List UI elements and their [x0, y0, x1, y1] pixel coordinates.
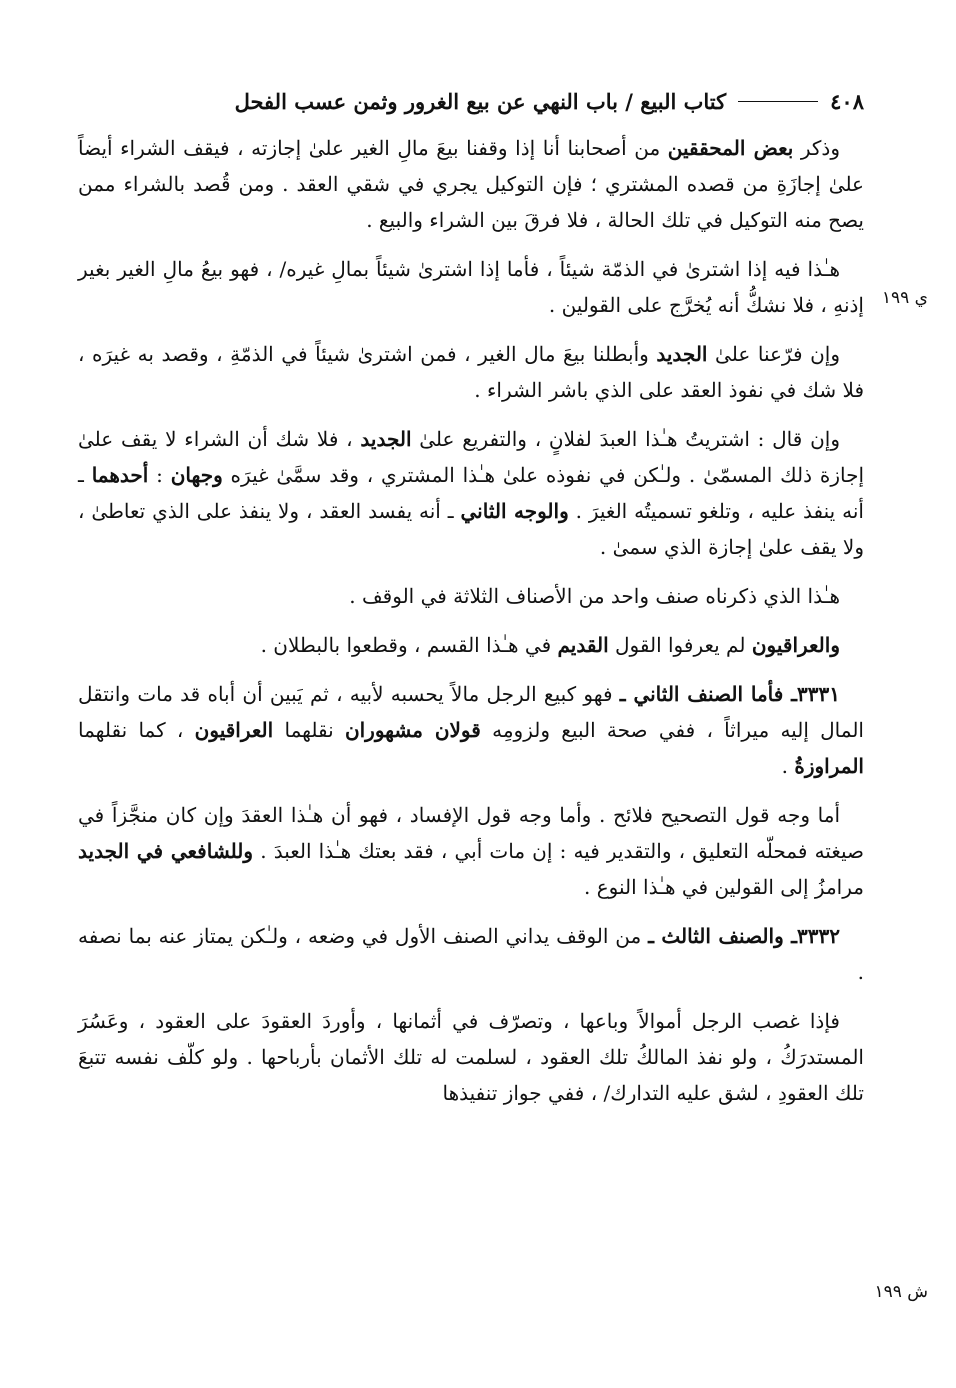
bold-term: العراقيون [194, 718, 274, 742]
text-run: ، كما نقلهما [78, 718, 195, 742]
text-run: من الوقف يداني الصنف الأول في وضعه ، ولـٰكن يمتاز عنه بما نصفه . [78, 924, 864, 984]
bold-term: قولان مشهوران [344, 718, 481, 742]
bold-term: ٣٣٣٢ـ والصنف الثالث ـ [648, 924, 840, 948]
bold-term: والعراقيون [751, 633, 840, 657]
bold-term: الجديد [656, 342, 708, 366]
header-rule [738, 101, 818, 102]
text-run: مرامزُ إلى القولين في هـٰذا النوع . [584, 875, 864, 899]
text-run: من أصحابنا أنا إذا وقفنا بيعَ مالِ الغير علىٰ إجازته ، فيقف الشراء أيضاً علىٰ إجازَةِ من قصده المشتري ؛ فإن التوكيل يجري في شقي العقد . ومن قُصد بالشراء ممن يصح منه التوكيل في تلك الحالة ، فلا فرقَ بين الشراء والبيع . [78, 136, 864, 232]
paragraph [78, 676, 864, 784]
paragraph [78, 797, 864, 905]
text-run: وأبطلنا بيعَ مال الغير ، فمن اشترىٰ شيئاً في الذمّةِ ، وقصد به غيرَه ، فلا شك في نفوذ العقد على الذي باشر الشراء . [78, 342, 864, 402]
bold-term: وللشافعي في الجديد [78, 839, 254, 863]
running-header [80, 84, 864, 118]
bold-term: القديم [557, 633, 609, 657]
text-run: وإن فرّعنا علىٰ [707, 342, 840, 366]
paragraph [78, 336, 864, 408]
bold-term: بعض المحققين [667, 136, 794, 160]
text-run: ، فلا شك أن الشراء لا يقف علىٰ إجازة ذلك المسمّىٰ . ولـٰكن في نفوذه علىٰ هـٰذا المشتري ، وقد سمَّىٰ غيرَه [78, 427, 865, 487]
text-run: أما وجه قول التصحيح فلائح . وأما وجه قول الإفساد ، فهو أن هـٰذا العقدَ وإن كان منجَّزاً في صيغته فمحلّه التعليق ، والتقدير فيه : إن مات أبي ، فقد بعتك هـٰذا العبدَ . [78, 803, 864, 863]
bold-term: ٣٣٣١ـ فأما الصنف الثاني ـ [619, 682, 841, 706]
running-title: كتاب البيع / باب النهي عن بيع الغرور وثمن عسب الفحل [234, 88, 727, 114]
text-run: : [148, 463, 171, 487]
text-run: فإذا غصب الرجل أموالاً وباعها ، وتصرّف في أثمانها ، وأوردَ العقودَ على العقود ، وعَسُرَ المستدرَكُ ، ولو نفذ المالكُ تلك العقود ، لسلمت له تلك الأثمان بأرباحها . ولو كلّف نفسه تتبعَ تلك العقودِ ، لشق عليه التدارك/ ، ففي جواز تنفيذها [78, 1009, 864, 1105]
text-run: ـ أنه يفسد العقد ، ولا ينفذ على الذي تعاطىٰ ، ولا يقف علىٰ إجازة الذي سمىٰ . [78, 499, 864, 559]
paragraph [78, 627, 864, 663]
text-run: هـٰذا فيه إذا اشترىٰ في الذمّة شيئاً ، فأما إذا اشترىٰ شيئاً بمالِ غيره/ ، فهو بيعُ مالِ الغير بغير إذنهِ ، فلا نشكُّ أنه يُخرَّج على القولين . [78, 257, 864, 317]
paragraph [78, 130, 864, 238]
text-run: . [781, 754, 795, 778]
body-text [78, 130, 864, 1124]
paragraph [78, 918, 864, 990]
margin-note-sheen: ش ١٩٩ [874, 1282, 928, 1302]
paragraph [78, 251, 864, 323]
text-run: فهو كبيع الرجل مالاً يحسبه لأبيه ، ثم يَبين أن أباه قد مات وانتقل المال إليه ميراثاً ، ففي صحة البيع ولزومِه [78, 682, 864, 742]
bold-term: الجديد [360, 427, 412, 451]
bold-term: وجهان [170, 463, 223, 487]
text-run: في هـٰذا القسم ، وقطعوا بالبطلان . [260, 633, 558, 657]
text-run: هـٰذا الذي ذكرناه صنف واحد من الأصناف الثلاثة في الوقف . [349, 584, 840, 608]
text-run: ـ أنه ينفذ عليه ، وتلغو تسميتُه الغيرَ . [78, 463, 864, 523]
text-run: وذكر [793, 136, 840, 160]
paragraph [78, 1003, 864, 1111]
text-run: وإن قال : اشتريتُ هـٰذا العبدَ لفلانٍ ، والتفريع علىٰ [411, 427, 840, 451]
bold-term: المراوزةُ [794, 754, 864, 778]
text-run: لم يعرفوا القول [608, 633, 752, 657]
margin-note-ya: ي ١٩٩ [881, 288, 928, 308]
text-run: نقلهما [273, 718, 345, 742]
paragraph [78, 578, 864, 614]
bold-term: والوجه الثاني [460, 499, 569, 523]
page-number: ٤٠٨ [830, 88, 864, 114]
paragraph [78, 421, 864, 565]
bold-term: أحدهما [91, 463, 149, 487]
